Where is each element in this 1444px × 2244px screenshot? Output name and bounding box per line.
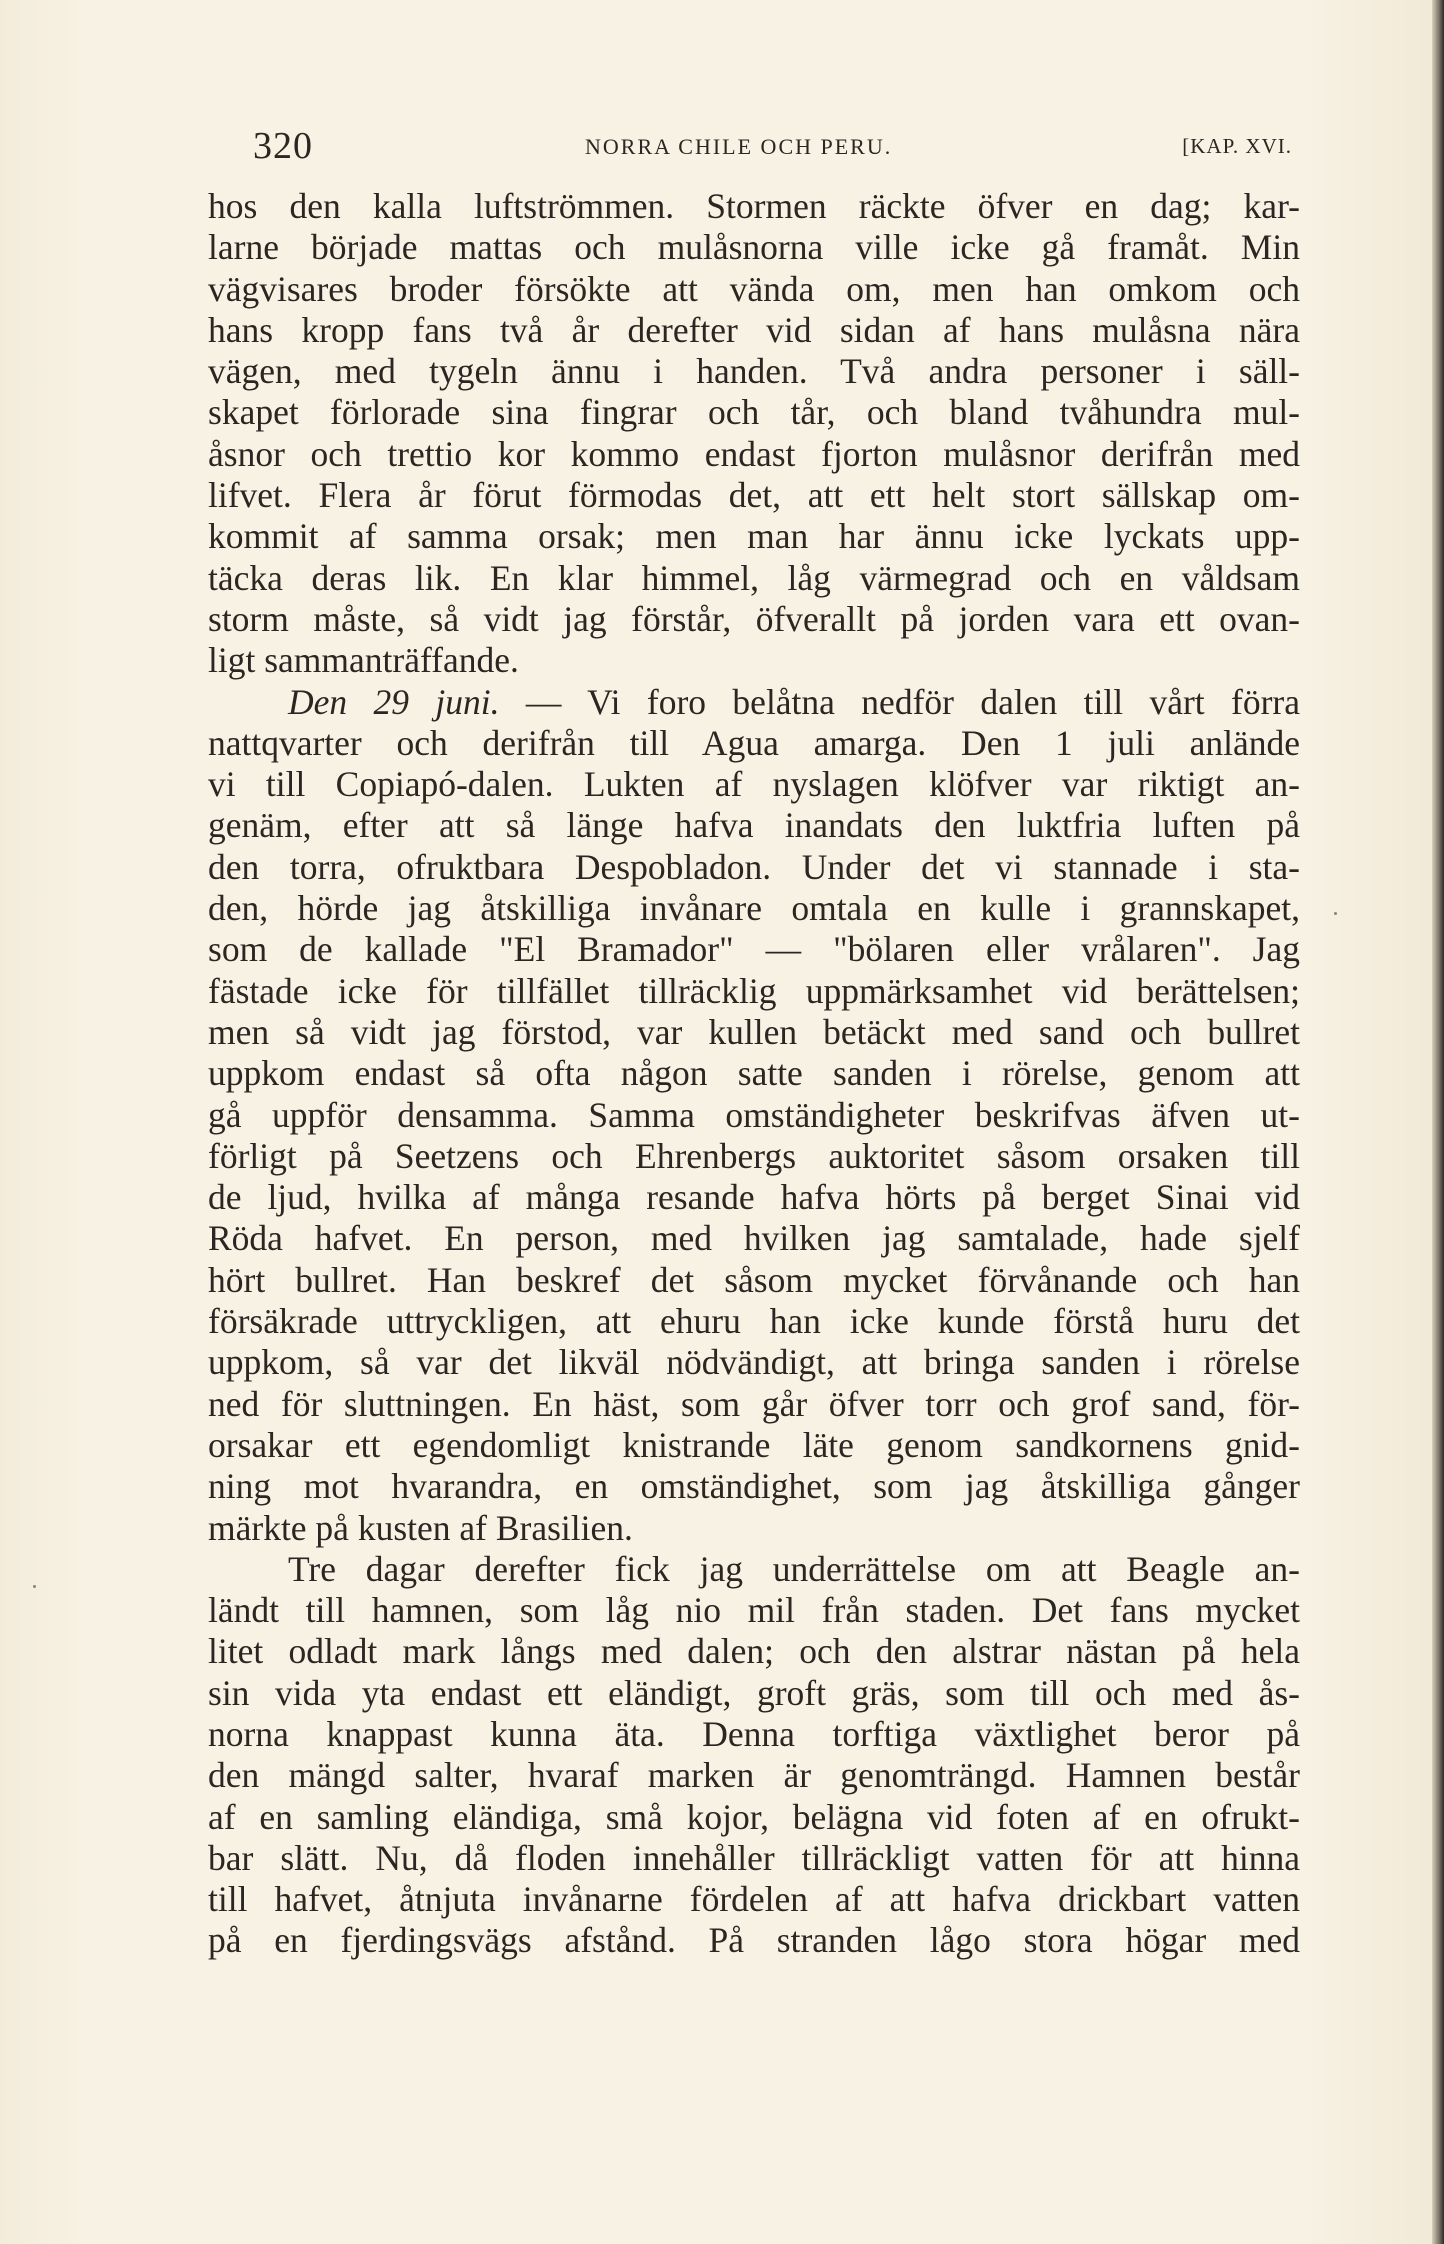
text-line: märkte på kusten af Brasilien.: [208, 1507, 633, 1548]
text-line: försäkrade uttryckligen, att ehuru han icke kunde förstå huru det: [208, 1301, 1300, 1342]
text-line: Röda hafvet. En person, med hvilken jag samtalade, hade sjelf: [208, 1218, 1300, 1259]
text-line: men så vidt jag förstod, var kullen betäckt med sand och bullret: [208, 1011, 1300, 1052]
text-line: fästade icke för tillfället tillräcklig uppmärksamhet vid berättelsen;: [208, 970, 1300, 1011]
text-line: den torra, ofruktbara Despobladon. Under det vi stannade i sta-: [208, 846, 1300, 887]
text-line: lifvet. Flera år förut förmodas det, att ett helt stort sällskap om-: [208, 475, 1300, 516]
text-line: bar slätt. Nu, då floden innehåller tillräckligt vatten för att hinna: [208, 1837, 1300, 1878]
text-fragment: — Vi foro belåtna nedför dalen till vårt förra: [525, 681, 1300, 722]
text-line: vi till Copiapó-dalen. Lukten af nyslagen klöfver var riktigt an-: [208, 764, 1300, 805]
text-line: täcka deras lik. En klar himmel, låg värmegrad och en våldsam: [208, 557, 1300, 598]
paragraph-3: [208, 1549, 1300, 1962]
text-line: ligt sammanträffande.: [208, 640, 519, 681]
running-title: NORRA CHILE OCH PERU.: [585, 134, 893, 159]
text-line: skapet förlorade sina fingrar och tår, och bland tvåhundra mul-: [208, 392, 1300, 433]
text-line: till hafvet, åtnjuta invånarne fördelen af att hafva drickbart vatten: [208, 1879, 1300, 1920]
ink-speck: [33, 1585, 36, 1588]
text-line: gå uppför densamma. Samma omständigheter beskrifvas äfven ut-: [208, 1094, 1300, 1135]
text-line: ned för sluttningen. En häst, som går öfver torr och grof sand, för-: [208, 1383, 1300, 1424]
text-line: sin vida yta endast ett eländigt, groft gräs, som till och med ås-: [208, 1672, 1300, 1713]
page-header: [205, 118, 1300, 168]
text-line: den mängd salter, hvaraf marken är genomträngd. Hamnen består: [208, 1755, 1300, 1796]
text-line: larne började mattas och mulåsnorna ville icke gå framåt. Min: [208, 227, 1300, 268]
ink-speck: [1334, 912, 1337, 915]
text-line: som de kallade "El Bramador" — "bölaren eller vrålaren". Jag: [208, 929, 1300, 970]
text-line: genäm, efter att så länge hafva inandats den luktfria luften på: [208, 805, 1300, 846]
text-line: uppkom endast så ofta någon satte sanden i rörelse, genom att: [208, 1053, 1300, 1094]
text-line: storm måste, så vidt jag förstår, öfverallt på jorden vara ett ovan-: [208, 598, 1300, 639]
body-text: [208, 186, 1300, 1962]
text-line: hos den kalla luftströmmen. Stormen räckte öfver en dag; kar-: [208, 186, 1300, 226]
text-line: uppkom, så var det likväl nödvändigt, att bringa sanden i rörelse: [208, 1342, 1300, 1383]
text-line: ländt till hamnen, som låg nio mil från staden. Det fans mycket: [208, 1590, 1300, 1631]
date-heading: Den 29 juni.: [288, 681, 500, 722]
page-edge-shadow: [1432, 0, 1444, 2244]
text-line: af en samling eländiga, små kojor, belägna vid foten af en ofrukt-: [208, 1796, 1300, 1837]
paragraph-2: [208, 682, 1300, 1549]
text-line: åsnor och trettio kor kommo endast fjorton mulåsnor derifrån med: [208, 433, 1300, 474]
text-line: den, hörde jag åtskilliga invånare omtala en kulle i grannskapet,: [208, 888, 1300, 929]
text-line: ning mot hvarandra, en omständighet, som jag åtskilliga gånger: [208, 1466, 1300, 1507]
text-line: nattqvarter och derifrån till Agua amarga. Den 1 juli anlände: [208, 722, 1300, 763]
text-line: vägvisares broder försökte att vända om, men han omkom och: [208, 268, 1300, 309]
text-line: kommit af samma orsak; men man har ännu icke lyckats upp-: [208, 516, 1300, 557]
page-number: 320: [253, 125, 313, 167]
paragraph-1: [208, 186, 1300, 682]
text-line: på en fjerdingsvägs afstånd. På stranden lågo stora högar med: [208, 1920, 1300, 1961]
text-line: förligt på Seetzens och Ehrenbergs auktoritet såsom orsaken till: [208, 1135, 1300, 1176]
text-line: Tre dagar derefter fick jag underrättelse om att Beagle an-: [288, 1548, 1300, 1589]
text-line: orsakar ett egendomligt knistrande läte genom sandkornens gnid-: [208, 1424, 1300, 1465]
text-line: norna knappast kunna äta. Denna torftiga växtlighet beror på: [208, 1713, 1300, 1754]
text-line: vägen, med tygeln ännu i handen. Två andra personer i säll-: [208, 351, 1300, 392]
text-line: hans kropp fans två år derefter vid sidan af hans mulåsna nära: [208, 309, 1300, 350]
text-line: [208, 682, 1300, 723]
text-line: hört bullret. Han beskref det såsom mycket förvånande och han: [208, 1259, 1300, 1300]
text-line: litet odladt mark långs med dalen; och den alstrar nästan på hela: [208, 1631, 1300, 1672]
text-line: de ljud, hvilka af många resande hafva hörts på berget Sinai vid: [208, 1177, 1300, 1218]
chapter-label: [KAP. XVI.: [1182, 134, 1292, 158]
